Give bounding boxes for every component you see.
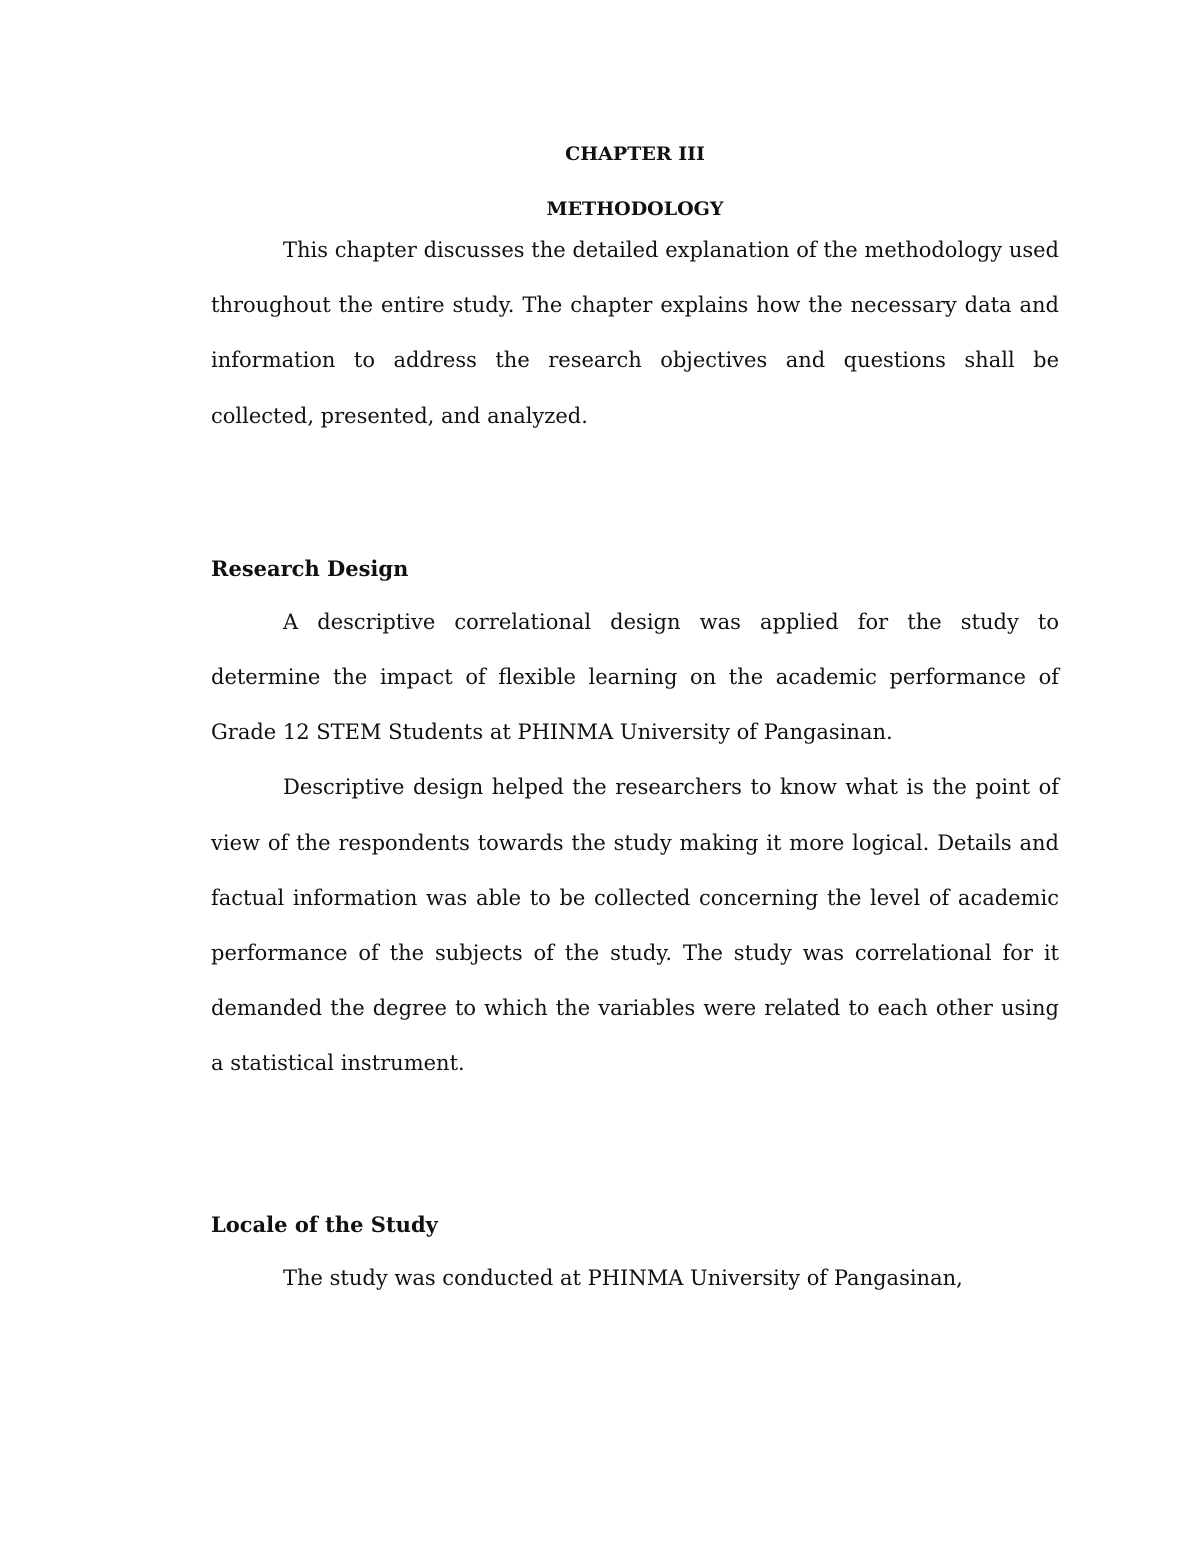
intro-paragraph: This chapter discusses the detailed explanation of the methodology used throughout the entire study. The chapter explains how the necessary data and information to address the research objectives and questions shall be collected, presented, and analyzed. <box>211 238 1059 428</box>
locale-paragraph: The study was conducted at PHINMA University of Pangasinan, <box>283 1265 963 1290</box>
section-heading-locale-of-study: Locale of the Study <box>211 1211 438 1237</box>
document-page <box>211 140 1059 1306</box>
research-design-paragraph: A descriptive correlational design was applied for the study to determine the impact of flexible learning on the academic performance of Grade 12 STEM Students at PHINMA University of Pangasinan. <box>211 609 1059 745</box>
chapter-title: METHODOLOGY <box>546 198 724 220</box>
research-design-body <box>211 595 1059 1092</box>
section-heading-research-design: Research Design <box>211 555 409 581</box>
chapter-number: CHAPTER III <box>565 143 705 165</box>
locale-body <box>211 1251 1059 1306</box>
research-design-paragraph: Descriptive design helped the researchers to know what is the point of view of the respondents towards the study making it more logical. Details and factual information was able to be collected concerning the level of academic performance of the subjects of the study. The study was correlational for it demanded the degree to which the variables were related to each other using a statistical instrument. <box>211 775 1059 1076</box>
